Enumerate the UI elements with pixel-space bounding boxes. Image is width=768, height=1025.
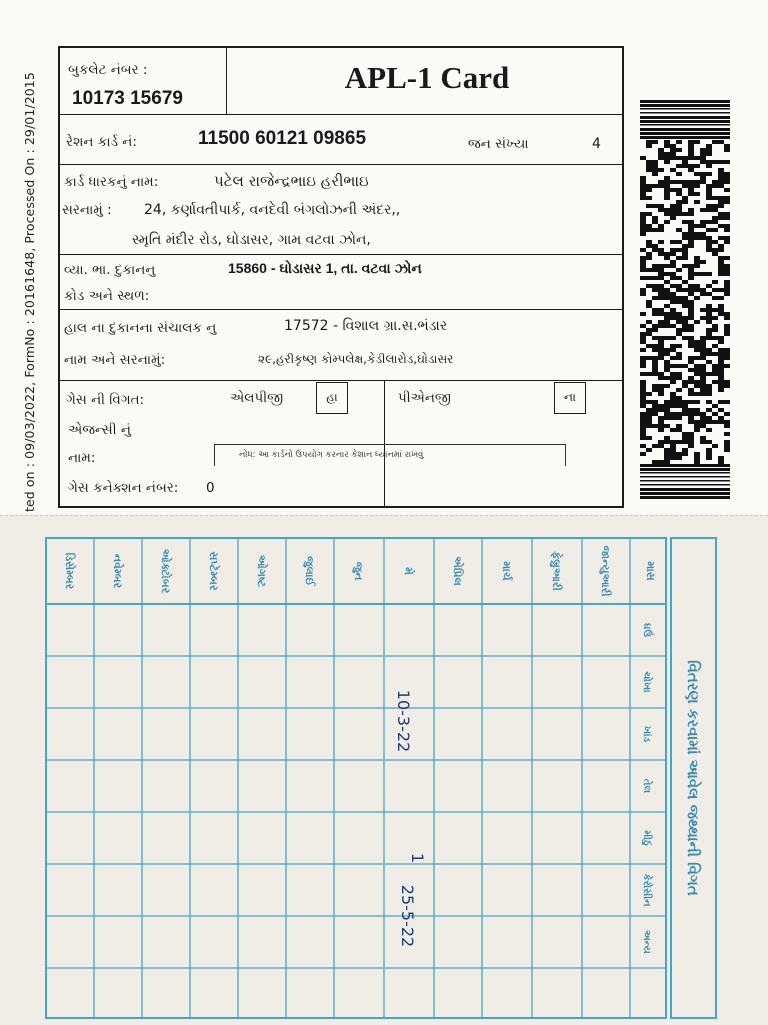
month-header-8: ઓગષ્ટ [255,554,268,588]
shop-label-1: વ્યા. ભા. દુકાનનુ [64,262,156,278]
png-label: પીએનજી [398,390,451,406]
connection-value: 0 [206,480,215,496]
ration-label: રેશન કાર્ડ નં: [66,134,137,150]
handwritten-mark: 1 [408,852,427,864]
ration-number: 11500 60121 09865 [198,128,367,149]
month-header-2: ફેબ્રુઆરી [550,551,563,591]
address-line-1: 24, કર્ણાવતીપાર્ક, વનદેવી બંગલોઝની અંદર,, [144,202,401,218]
month-header-3: માર્ચ [500,561,513,581]
shop-label-2: કોડ અને સ્થળ: [64,288,150,304]
month-header-5: મે [402,567,415,575]
month-header-10: ઓક્ટોબર [159,548,172,594]
row-label-3: ખાંડ [641,725,652,743]
month-header-6: જુન [352,561,365,581]
holder-name-label: કાર્ડ ધારકનું નામ: [64,174,159,190]
row-label-4: તેલ [641,778,652,794]
distribution-ledger [0,515,768,1025]
shop-value: 15860 - ઘોડાસર 1, તા. વટવા ઝોન [228,260,422,276]
address-line-2: સ્મૃતિ મંદીર રોડ, ઘોડાસર, ગામ વટવા ઝોન, [132,232,371,248]
row-label-1: ઘઉં [641,622,652,638]
month-header-9: સપ્ટેમ્બર [207,551,220,591]
operator-label-1: હાલ ના દુકાનના સંચાલક નુ [64,320,217,336]
month-header-11: નવેમ્બર [111,553,124,589]
month-header-7: જુલાઈ [303,556,316,586]
ledger-side-title: વિતરણ કરવામાં આવેલ જથ્થાની વિગત [684,660,702,896]
agency-label-1: એજન્સી નું [68,422,131,438]
connection-label: ગેસ કનેક્શન નંબર: [68,480,179,496]
lpg-label: એલપીજી [230,390,284,406]
month-header-12: ડિસેમ્બર [63,552,76,590]
lpg-value-box: હા [316,382,348,414]
ledger-grid [0,516,768,1025]
month-header-1: જાન્યુઆરી [599,545,612,597]
agency-label-2: નામ: [68,450,96,466]
handwritten-date-1: 10-3-22 [394,689,413,753]
month-header-4: એપ્રિલ [451,556,464,586]
row-label-6: કેરોસીન [641,873,652,907]
card-frame [58,46,624,508]
png-value-box: ના [554,382,586,414]
row-label-5: મીઠું [641,830,652,846]
booklet-label: બુકલેટ નંબર : [68,62,148,78]
members-count: 4 [592,136,601,152]
row-label-2: ચોખા [641,671,652,693]
operator-address: ૨૯,હરીકૃષ્ણ કોમ્પલેક્ષ,કેડીલારોડ,ઘોડાસર [258,352,454,366]
holder-name: પટેલ રાજેન્દ્રભાઇ હરીભાઇ [214,172,369,190]
members-label: જન સંખ્યા [468,136,529,152]
card-title: APL-1 Card [344,60,510,95]
handwritten-date-2: 25-5-22 [398,884,417,948]
booklet-number: 10173 15679 [72,88,183,109]
corner-label: માસ [644,561,657,581]
gas-label: ગેસ ની વિગત: [66,392,145,408]
processing-stamp: ted on : 09/03/2022, FormNo : 20161648, Processed On : 29/01/2015 [22,72,37,512]
barcode-icon [640,100,730,500]
operator-label-2: નામ અને સરનામું: [64,352,166,368]
operator-value: 17572 - વિશાલ ગ્રા.સ.ભંડાર [284,318,448,334]
usage-note: નોંધ: આ કાર્ડનો ઉપયોગ કરનાર કેશાન ધ્યાનમાં રાખવું [214,444,566,466]
address-label: સરનામું : [62,202,112,218]
row-label-7: અન્ય [641,930,652,954]
